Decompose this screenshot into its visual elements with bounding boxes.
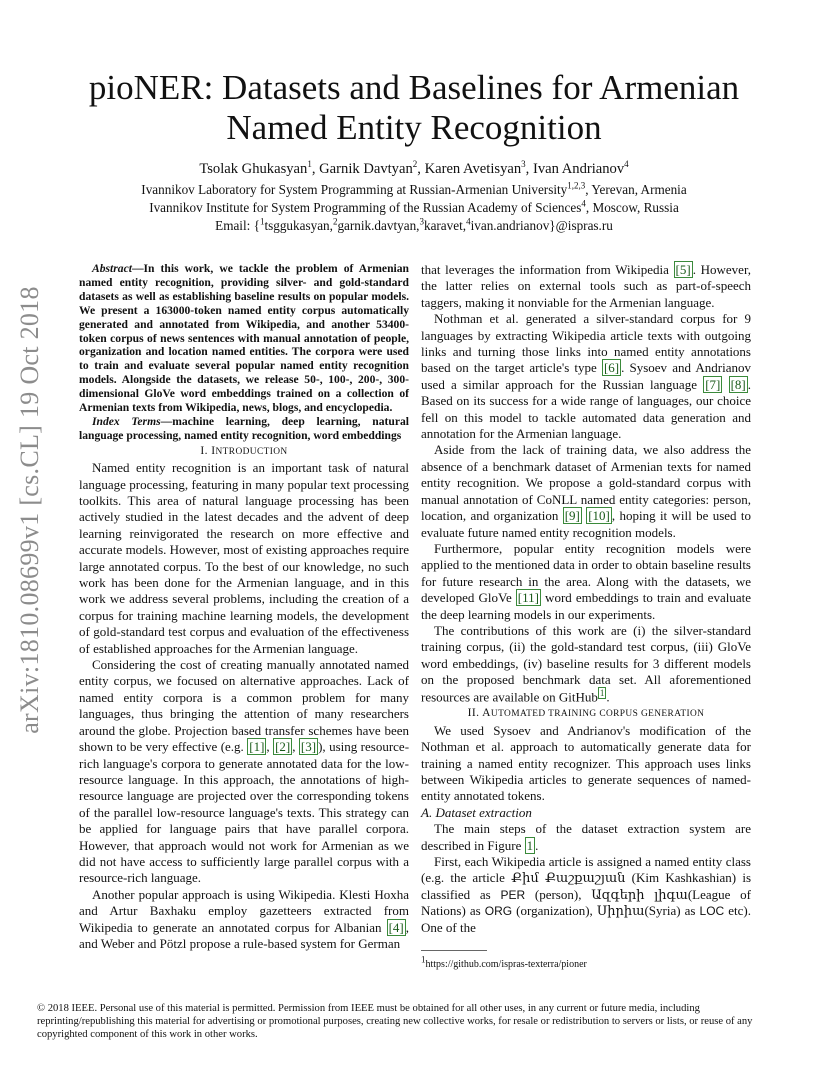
section-heading-introduction xyxy=(79,443,409,460)
email-line xyxy=(80,217,748,235)
paragraph xyxy=(421,311,751,442)
citation-link[interactable]: [10] xyxy=(588,508,610,524)
paragraph-text: , and Weber and Pötzl propose a rule-based system for German xyxy=(79,919,409,951)
paragraph-text: The contributions of this work are (i) the silver-standard training corpus, (ii) the gold-standard test corpus, (iii) GloVe word embeddings, (iv) baseline results for 3 different models on the proposed benchmark data set. All aforementioned resources are available on GitHub xyxy=(421,622,751,704)
affiliation-place: , Moscow, Russia xyxy=(585,200,679,215)
right-column xyxy=(421,262,751,936)
paragraph-text: ), using resource-rich language's corpora to generate annotated data for the low-resource language. In this approach, the annotations of high-resource language are projected over the corresponding tokens of the parallel low-resource language's texts. This strategy can be applied for language pairs that have parallel corpora. However, that approach would not work for Armenian as we did not have access to sufficiently large parallel corpus with a resource-rich language. xyxy=(79,739,410,886)
citation-separator: , xyxy=(266,739,274,755)
paragraph-text: . Sysoev and Andrianov used a similar approach for the Russian language xyxy=(421,360,751,392)
subsection-heading: A. Dataset extraction xyxy=(421,804,532,820)
email-prefix: Email: { xyxy=(215,218,260,233)
email-sup: 2 xyxy=(332,216,338,227)
paragraph xyxy=(421,854,751,936)
affiliation-text: Ivannikov Institute for System Programming of the Russian Academy of Sciences xyxy=(149,200,582,215)
section-title-rest: NTRODUCTION xyxy=(215,446,288,457)
entity-tag-per: PER xyxy=(500,887,526,902)
affiliation-text: Ivannikov Laboratory for System Programming at Russian-Armenian University xyxy=(141,182,568,197)
citation-link[interactable]: [8] xyxy=(730,376,746,392)
paragraph xyxy=(421,442,751,540)
paragraph-text: The main steps of the dataset extraction system are described in Figure xyxy=(421,821,751,853)
citation-link[interactable]: [9] xyxy=(564,508,580,524)
intro-paragraph-2 xyxy=(79,657,409,887)
affiliation-sup: 4 xyxy=(581,198,586,209)
abstract-text: —In this work, we tackle the problem of Armenian named entity recognition, providing silver- and gold-standard datasets as well as establishing baseline results on popular models. We present a 163000-token named entity corpus automatically generated and annotated from Wikipedia, and another 53400-token corpus of news sentences with manual annotation of people, organization and location named entities. The corpora were used to train and evaluate several popular named entity recognition models. Alongside the datasets, we release 50-, 100-, 200-, 300-dimensional GloVe word embeddings trained on a collection of Armenian texts from Wikipedia, news, blogs, and encyclopedia. xyxy=(79,262,409,415)
email-part: tsggukasyan, xyxy=(264,218,333,233)
email-sup: 3 xyxy=(419,216,424,227)
author-sup: 4 xyxy=(624,159,629,170)
affiliation-sup: 1,2,3 xyxy=(567,180,586,191)
abstract xyxy=(79,262,409,415)
title-line-1: pioNER: Datasets and Baselines for Armenian xyxy=(88,68,740,107)
citation-link[interactable]: [2] xyxy=(275,739,291,755)
figure-link[interactable]: 1 xyxy=(526,837,534,853)
citation-link[interactable]: [3] xyxy=(300,739,317,755)
footnote-url[interactable]: https://github.com/ispras-texterra/pioner xyxy=(425,959,587,970)
email-sup: 1 xyxy=(259,216,265,227)
author-name: Karen Avetisyan xyxy=(424,161,522,177)
citation-separator: , xyxy=(292,739,299,755)
citation-link[interactable]: [6] xyxy=(603,360,620,376)
paragraph-text: . Based on its success for a wide range of languages, our choice fell on this model to tackle automated data generation and annotation for the Armenian language. xyxy=(421,376,751,442)
arxiv-id-label: arXiv:1810.08699v1 [cs.CL] 19 Oct 2018 xyxy=(15,286,44,734)
email-part: ivan.andrianov}@ispras.ru xyxy=(470,218,613,233)
paragraph xyxy=(421,821,751,854)
author-name: Ivan Andrianov xyxy=(532,161,625,177)
paragraph-text: Furthermore, popular entity recognition models were applied to the mentioned data in order to obtain baseline results for future research in the area. Along with the datasets, we developed GloVe xyxy=(421,540,751,606)
affiliation-place: , Yerevan, Armenia xyxy=(585,182,687,197)
title-line-2: Named Entity Recognition xyxy=(226,108,602,147)
footnote-rule xyxy=(421,950,487,951)
entity-tag-loc: LOC xyxy=(699,904,725,919)
paragraph-text: (person), Ազգերի լիգա(League of Nations) as xyxy=(421,886,752,919)
citation-link[interactable]: [7] xyxy=(705,376,721,392)
paragraph-text: Considering the cost of creating manually annotated named entity corpus, we focused on alternative approaches. Lack of named entity corpora is a common problem for many languages, thus bringing the attention of many researchers around the globe. Projection based transfer schemes have been shown to be very effective (e.g. xyxy=(79,657,409,755)
section-number: II. xyxy=(467,706,483,720)
affiliation-1 xyxy=(80,181,748,199)
author-list: Tsolak Ghukasyan$^1$, Garnik Davtyan$^2$, Karen Avetisyan$^3$, Ivan Andrianov$^4$ xyxy=(199,159,629,177)
email-sup: 4 xyxy=(466,216,471,227)
citation-link[interactable]: [5] xyxy=(675,262,691,277)
section-cap: A xyxy=(482,706,491,720)
paragraph: We used Sysoev and Andrianov's modification of the Nothman et al. approach to automatically generate data for training a named entity recognizer. This approach uses links between Wikipedia articles to generate sequences of named-entity annotated tokens. xyxy=(421,722,751,804)
affiliation-2 xyxy=(80,199,748,217)
index-terms xyxy=(79,415,409,443)
paragraph-text: that leverages the information from Wikipedia xyxy=(421,262,674,277)
section-number: I. xyxy=(200,443,212,457)
paragraph-text: word embeddings to train and evaluate the deep learning models in our experiments. xyxy=(421,590,751,622)
paragraph-text: . xyxy=(606,688,610,704)
paragraph-text: Another popular approach is using Wikipedia. Klesti Hoxha and Artur Baxhaku employ gazetteers extracted from Wikipedia to generate an annotated corpus for Albanian xyxy=(79,886,409,935)
author-sup: 1 xyxy=(307,159,312,170)
index-terms-text: —machine learning, deep learning, natural language processing, named entity recognition, word embeddings xyxy=(79,414,409,442)
author-sup: 2 xyxy=(412,159,418,170)
footnote-number: 1 xyxy=(421,954,426,965)
email-part: karavet, xyxy=(423,218,467,233)
intro-paragraph-1: Named entity recognition is an important task of natural language processing, featuring in many popular text processing toolkits. This area of natural language processing has been actively studied in the latest decades and the advent of deep learning reinvigorated the research on more effective and accurate models. However, most of existing approaches require large annotated corpus. To the best of our knowledge, no such work has been done for the Armenian language, and in this work we address several problems, including the creation of a corpus for training machine learning models, the development of gold-standard test corpus and evaluation of the effectiveness of established approaches for the Armenian language. xyxy=(79,460,409,656)
section-title-rest: UTOMATED TRAINING CORPUS GENERATION xyxy=(490,709,705,720)
section-cap: I xyxy=(211,443,216,457)
paper-title xyxy=(80,68,748,148)
copyright-notice: © 2018 IEEE. Personal use of this material is permitted. Permission from IEEE must be obtained for all other uses, in any current or future media, including reprinting/republishing this material for advertising or promotional purposes, creating new collective works, for resale or redistribution to servers or lists, or reuse of any copyrighted component of this work in other works. xyxy=(37,1003,753,1041)
paragraph xyxy=(421,623,751,705)
author-name: Garnik Davtyan xyxy=(319,161,413,177)
author-name: Tsolak Ghukasyan xyxy=(199,161,308,177)
left-column xyxy=(79,262,409,952)
email-part: garnik.davtyan, xyxy=(337,218,420,233)
citation-link[interactable]: [1] xyxy=(249,739,265,755)
paragraph-text: , hoping it will be used to evaluate future named entity recognition models. xyxy=(421,508,752,540)
paragraph-text: (organization), Սիրիա(Syria) as xyxy=(512,903,700,919)
intro-paragraph-3 xyxy=(79,887,409,953)
entity-tag-org: ORG xyxy=(484,904,513,919)
citation-link[interactable]: [11] xyxy=(517,590,539,606)
paragraph-text: First, each Wikipedia article is assigned a named entity class (e.g. the article Քիմ Քաշքաշյան (Kim Kashkashian) is classified as xyxy=(421,853,751,902)
citation-link[interactable]: [4] xyxy=(388,919,404,935)
paragraph-text: . xyxy=(535,837,539,853)
footnote-link[interactable]: 1 xyxy=(599,687,605,698)
paragraph xyxy=(421,262,751,311)
section-heading-automated-training xyxy=(421,705,751,722)
footnote xyxy=(421,954,751,971)
paragraph-text: etc). One of the xyxy=(421,903,751,935)
citation-separator xyxy=(722,377,728,392)
paragraph-text: . However, the latter relies on external tools such as part-of-speech taggers, making it nonviable for the Armenian language. xyxy=(421,262,751,310)
author-sup: 3 xyxy=(521,159,526,170)
paragraph-text: Nothman et al. generated a silver-standard corpus for 9 languages by extracting Wikipedia article texts with outgoing links and turning those links into named entity annotations based on the target article's type xyxy=(421,311,751,376)
paragraph-text: Aside from the lack of training data, we also address the absence of a benchmark dataset of Armenian texts for named entity recognition. We propose a gold-standard corpus with manual annotation of CoNLL named entity categories: person, location, and organization xyxy=(421,442,751,524)
arxiv-watermark xyxy=(12,255,48,765)
abstract-label: Abstract xyxy=(92,262,132,275)
paragraph xyxy=(421,541,751,623)
index-terms-label: Index Terms xyxy=(92,414,161,428)
